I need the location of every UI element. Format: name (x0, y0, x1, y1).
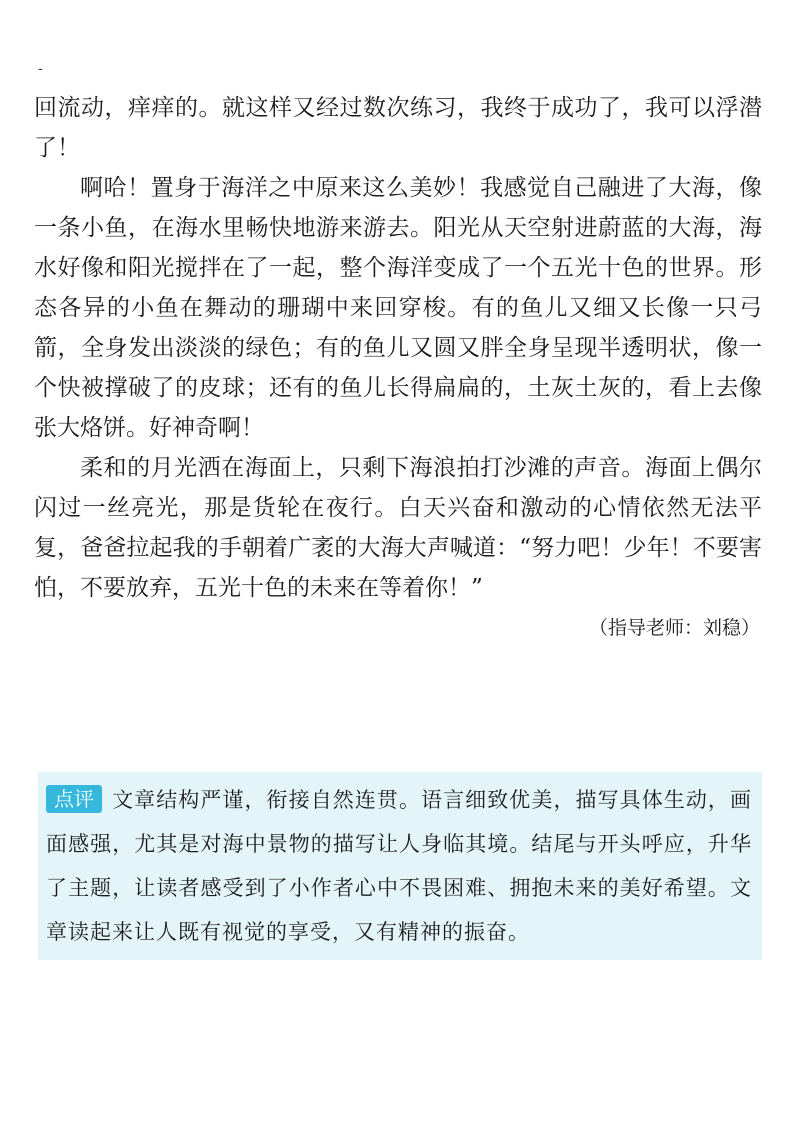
comment-badge: 点评 (46, 785, 102, 813)
comment-box (38, 772, 762, 960)
essay-paragraph-1: 回流动，痒痒的。就这样又经过数次练习，我终于成功了，我可以浮潜了！ (34, 95, 762, 161)
page-top-mark: - (38, 61, 43, 77)
comment-text: 文章结构严谨，衔接自然连贯。语言细致优美，描写具体生动，画面感强，尤其是对海中景物的描写让人身临其境。结尾与开头呼应，升华了主题，让读者感受到了小作者心中不畏困难、拥抱未来的美好希望。文章读起来让人既有视觉的享受，又有精神的振奋。 (46, 788, 752, 944)
essay-body (34, 88, 762, 648)
essay-paragraph-3: 柔和的月光洒在海面上，只剩下海浪拍打沙滩的声音。海面上偶尔闪过一丝亮光，那是货轮在夜行。白天兴奋和激动的心情依然无法平复，爸爸拉起我的手朝着广袤的大海大声喊道：“努力吧！少年！不要害怕，不要放弃，五光十色的未来在等着你！” (34, 455, 762, 601)
comment-paragraph (46, 778, 752, 954)
teacher-signature: （指导老师：刘稳） (588, 617, 760, 639)
essay-paragraph-2: 啊哈！置身于海洋之中原来这么美妙！我感觉自己融进了大海，像一条小鱼，在海水里畅快地游来游去。阳光从天空射进蔚蓝的大海，海水好像和阳光搅拌在了一起，整个海洋变成了一个五光十色的世界。形态各异的小鱼在舞动的珊瑚中来回穿梭。有的鱼儿又细又长像一只弓箭，全身发出淡淡的绿色；有的鱼儿又圆又胖全身呈现半透明状，像一个快被撑破了的皮球；还有的鱼儿长得扁扁的，土灰土灰的，看上去像张大烙饼。好神奇啊！ (34, 175, 762, 441)
